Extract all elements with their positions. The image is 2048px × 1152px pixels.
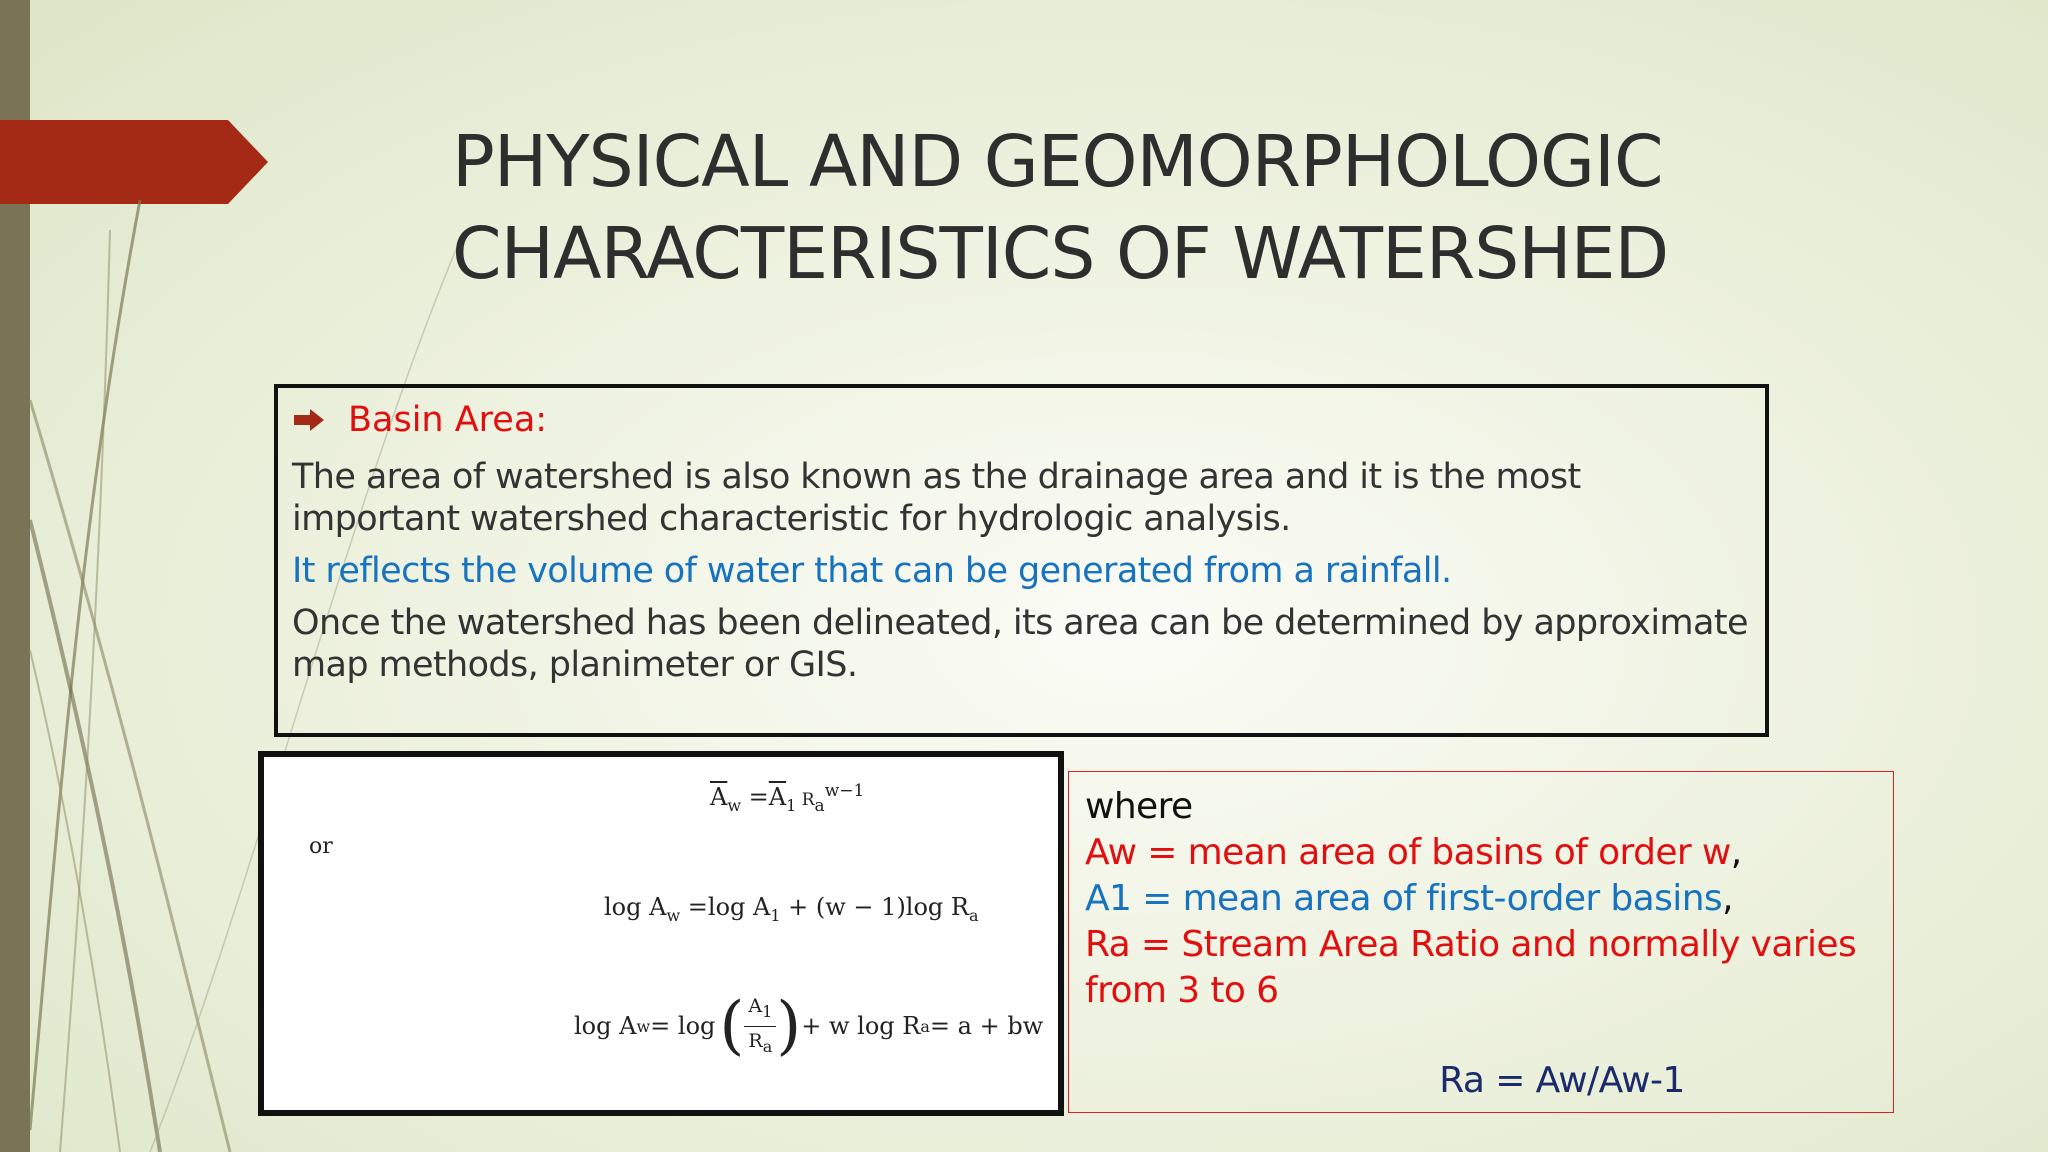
- formula-1-lhs-sub: w: [727, 795, 742, 815]
- formula-2-sub-2: 1: [770, 905, 781, 925]
- definition-aw: [1085, 830, 1879, 876]
- definition-ra: Ra = Stream Area Ratio and normally varies from 3 to 6: [1085, 924, 1857, 1011]
- formula-1-lhs: $\overline{A}$: [710, 783, 728, 811]
- basin-paragraph-3: Once the watershed has been delineated, its area can be determined by approximate map methods, planimeter or GIS.: [292, 603, 1748, 685]
- formula-1: [710, 781, 864, 816]
- basin-area-heading-row: [292, 394, 1749, 446]
- ra-equation: Ra = Aw/Aw-1: [1439, 1060, 1685, 1101]
- formula-1-rhs-sub: 1: [786, 795, 797, 815]
- formula-2: [604, 893, 979, 925]
- formula-3-sub-3: a: [920, 1016, 930, 1036]
- slide-title: [452, 116, 1952, 300]
- basin-paragraph-1: The area of watershed is also known as the drainage area and it is the most important watershed characteristic for hydrologic analysis.: [292, 457, 1581, 539]
- title-line-1: PHYSICAL AND GEOMORPHOLOGIC: [452, 120, 1663, 203]
- formula-3-fraction: [744, 992, 776, 1061]
- basin-area-heading: Basin Area:: [348, 400, 548, 440]
- fraction-num-text: A: [748, 994, 763, 1017]
- formula-2-sub-3: a: [969, 905, 979, 925]
- where-label: where: [1085, 786, 1193, 827]
- definition-aw-comma: ,: [1730, 832, 1742, 873]
- basin-paragraph-2: It reflects the volume of water that can be generated from a rainfall.: [292, 551, 1452, 591]
- formula-3-part-4: = a + bw: [929, 1012, 1044, 1040]
- definition-a1-comma: ,: [1722, 878, 1733, 919]
- basin-area-box: [274, 384, 1769, 737]
- formula-1-r-sub: a: [814, 795, 825, 816]
- formula-3-sub-1: w: [636, 1016, 651, 1036]
- or-label: or: [309, 834, 333, 859]
- title-line-2: CHARACTERISTICS OF WATERSHED: [452, 212, 1669, 295]
- formula-1-exp: w−1: [824, 781, 865, 801]
- title-accent-arrow: [0, 120, 268, 204]
- right-paren: ): [776, 989, 802, 1063]
- formula-image-box: [258, 751, 1064, 1116]
- formula-2-part-2: =log A: [680, 893, 771, 921]
- arrow-bullet-icon: [294, 409, 324, 431]
- fraction-numerator: [744, 992, 776, 1027]
- formula-1-eq: =: [741, 783, 769, 811]
- formula-2-part-1: log A: [604, 893, 667, 921]
- formula-1-rhs: $\overline{A}$: [768, 783, 787, 811]
- formula-3-part-1: log A: [574, 1012, 637, 1040]
- formula-1-r: R: [796, 790, 815, 810]
- definition-a1-text: A1 = mean area of first-order basins: [1085, 878, 1723, 919]
- fraction-denominator: [748, 1027, 772, 1061]
- fraction-num-sub: 1: [762, 1001, 773, 1021]
- left-paren: (: [719, 989, 745, 1063]
- formula-2-sub-1: w: [666, 905, 681, 925]
- formula-3-part-3: + w log R: [801, 1012, 921, 1040]
- formula-2-part-3: + (w − 1)log R: [780, 893, 969, 921]
- formula-3-part-2: = log: [650, 1012, 716, 1040]
- definition-aw-text: Aw = mean area of basins of order w: [1085, 832, 1731, 873]
- where-definitions-box: [1068, 771, 1894, 1113]
- definition-a1: [1085, 876, 1879, 922]
- fraction-den-sub: a: [762, 1036, 773, 1056]
- formula-3: [574, 989, 1043, 1063]
- fraction-den-text: R: [748, 1029, 763, 1052]
